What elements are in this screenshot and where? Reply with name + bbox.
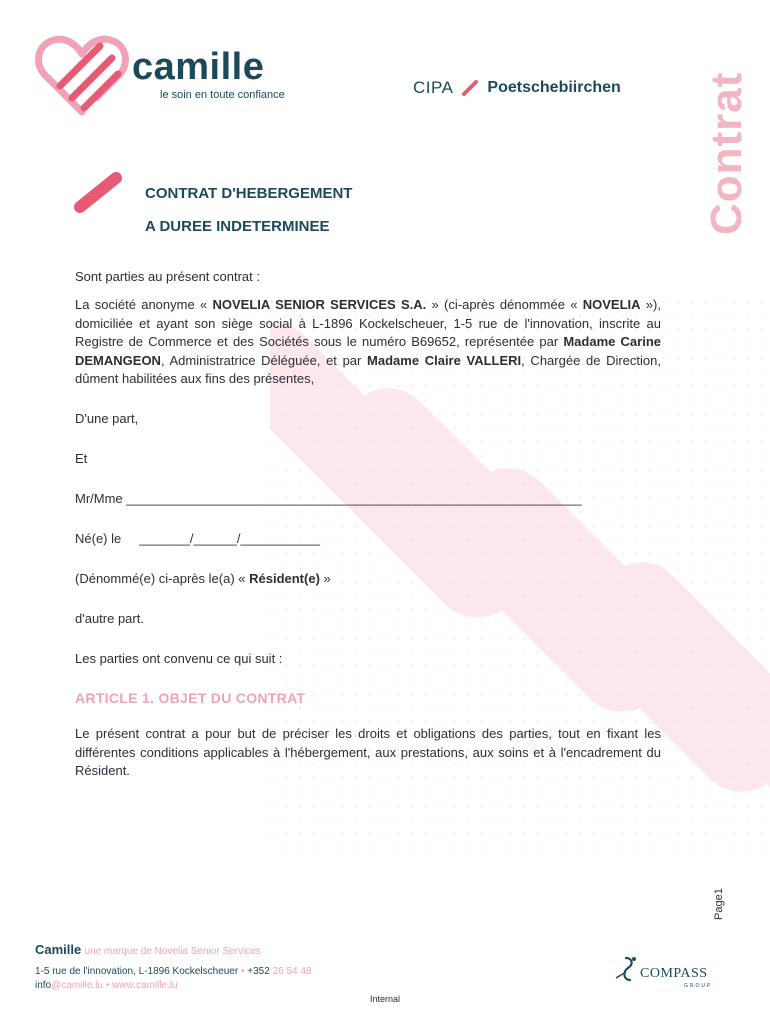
resident-name-field: Mr/Mme _______________________________________________________________ xyxy=(75,491,582,506)
article-1-title: ARTICLE 1. OBJET DU CONTRAT xyxy=(75,690,306,706)
stroke-icon xyxy=(72,170,124,215)
email-prefix: info xyxy=(35,980,52,991)
slash-icon xyxy=(461,79,479,97)
bullet-separator: • xyxy=(240,966,245,977)
footer-brand xyxy=(35,942,261,957)
website-link[interactable]: www.camille.lu xyxy=(112,980,178,991)
page-number: Page1 xyxy=(713,888,725,920)
phone-prefix: +352 xyxy=(247,966,270,977)
email-domain: @camille.lu xyxy=(51,980,103,991)
site-name: Poetschebiirchen xyxy=(487,79,621,96)
and-text: Et xyxy=(75,451,88,466)
party-text-3: »), domiciliée et ayant son siège social à L-1896 Kockelscheuer, 1-5 rue de l'innovation, inscrite au Registre de Commerce et des Sociétés sous le numéro B69652, représentée par xyxy=(75,297,661,349)
bullet-separator: • xyxy=(105,980,110,991)
party-text-4: , Administratrice Déléguée, et par xyxy=(160,352,368,368)
resident-term: Résident(e) xyxy=(249,571,320,586)
phone-number: 26 54 48 xyxy=(272,966,312,977)
side-label-contrat: Contrat xyxy=(702,71,751,235)
agreed-text: Les parties ont convenu ce qui suit : xyxy=(75,651,283,666)
heart-stripes-icon xyxy=(34,32,130,118)
other-part-text: d'autre part. xyxy=(75,611,144,626)
party-text-1: La société anonyme « xyxy=(75,297,213,312)
footer-brand-suffix: une marque de Novelia Senior Services xyxy=(84,946,261,957)
party-paragraph xyxy=(75,296,661,389)
classification-label: Internal xyxy=(369,994,401,1004)
title-line-2: A DUREE INDETERMINEE xyxy=(145,218,330,235)
compass-sub: GROUP xyxy=(684,983,713,989)
party-text-2: » (ci-après dénommée « xyxy=(426,297,583,312)
company-short-name: NOVELIA xyxy=(582,297,641,312)
site-info xyxy=(413,78,621,98)
footer-contact xyxy=(35,980,178,991)
designation-text-1: (Dénommé(e) ci-après le(a) « xyxy=(75,571,250,586)
email-link[interactable] xyxy=(35,980,103,991)
intro-text: Sont parties au présent contrat : xyxy=(75,269,260,284)
article-1-text: Le présent contrat a pour but de préciser les droits et obligations des parties, tout en fixant les différentes conditions applicables à l'hébergement, aux prestations, aux soins et à l'encadrement du Résident. xyxy=(75,726,661,778)
party-text-5: , Chargée de Direction, dûment habilitées aux fins des présentes, xyxy=(75,352,661,386)
footer-brand-name: Camille xyxy=(35,942,82,957)
designation-text xyxy=(75,570,661,589)
representative-2: Madame Claire VALLERI xyxy=(367,352,522,368)
company-name: NOVELIA SENIOR SERVICES S.A. xyxy=(212,297,427,312)
designation-text-2: » xyxy=(319,571,331,586)
birth-date-field: Né(e) le _______/______/___________ xyxy=(75,531,321,546)
compass-logo-icon xyxy=(612,954,642,984)
compass-name: COMPASS xyxy=(640,966,708,981)
brand-tagline: le soin en toute confiance xyxy=(160,89,285,101)
representative-1: Madame Carine DEMANGEON xyxy=(75,334,661,368)
address-text: 1-5 rue de l'innovation, L-1896 Kockelscheuer xyxy=(35,966,239,977)
footer-address xyxy=(35,966,311,977)
first-part-text: D'une part, xyxy=(75,411,139,426)
brand-name: camille xyxy=(132,46,265,88)
title-line-1: CONTRAT D'HEBERGEMENT xyxy=(145,185,353,202)
site-prefix: CIPA xyxy=(413,78,454,97)
document-title xyxy=(145,177,352,243)
